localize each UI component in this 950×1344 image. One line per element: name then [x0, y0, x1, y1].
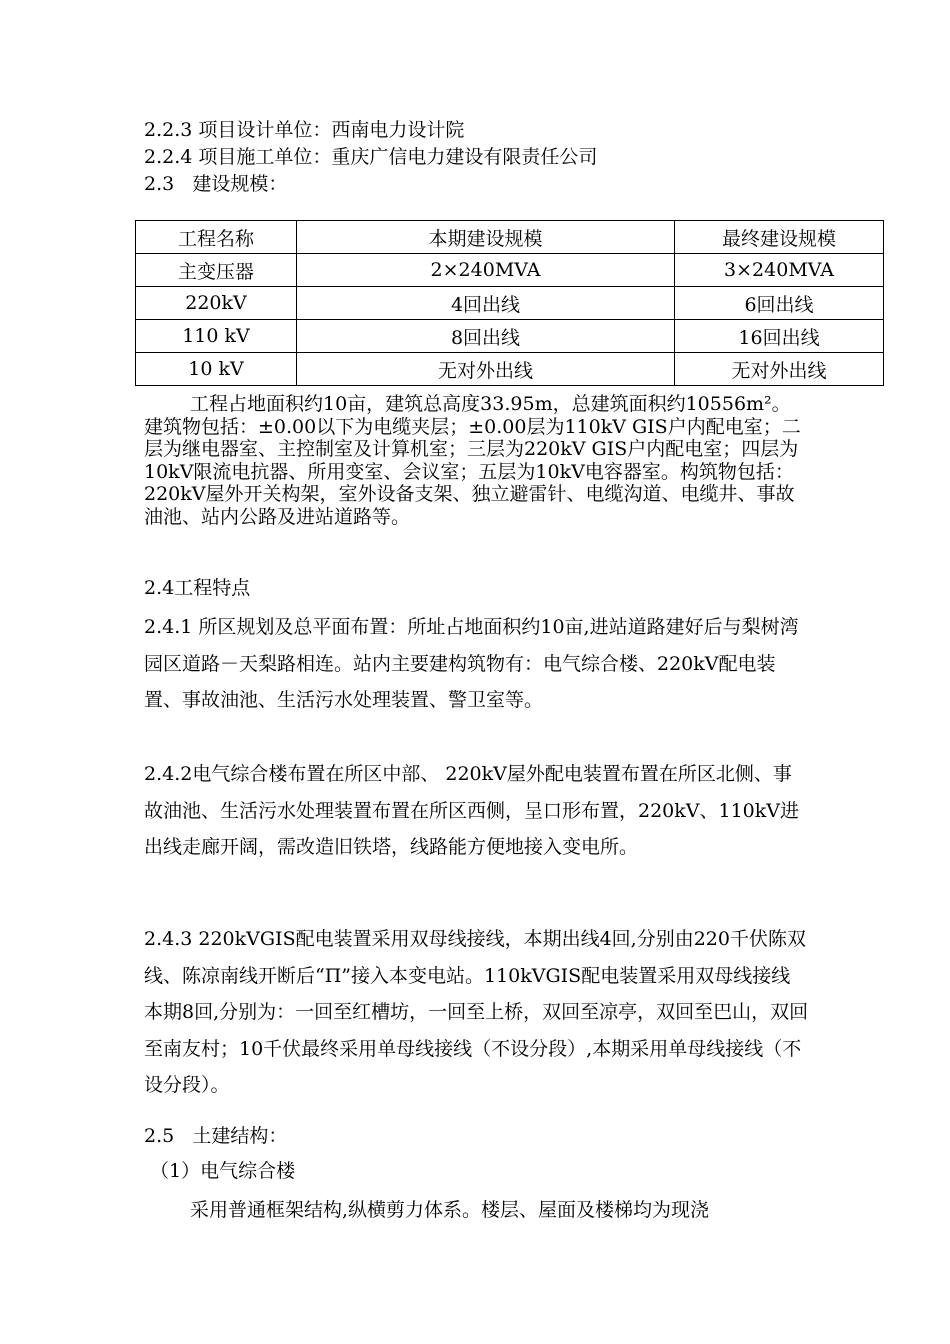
table-cell: 8回出线 — [297, 320, 675, 353]
table-cell: 2×240MVA — [297, 254, 675, 287]
civil-structure-heading: 2.5 土建结构： — [144, 1125, 288, 1147]
table-header-row — [136, 221, 884, 254]
table-cell: 主变压器 — [136, 254, 297, 287]
table-cell: 220kV — [136, 287, 297, 320]
table-cell: 110 kV — [136, 320, 297, 353]
table-row — [136, 254, 884, 287]
table-header-cell: 最终建设规模 — [675, 221, 884, 254]
table-row — [136, 353, 884, 386]
table-cell: 6回出线 — [675, 287, 884, 320]
table-cell: 无对外出线 — [297, 353, 675, 386]
table-cell: 无对外出线 — [675, 353, 884, 386]
table-row — [136, 320, 884, 353]
table-header-cell: 工程名称 — [136, 221, 297, 254]
paragraph-2-4-1: 2.4.1 所区规划及总平面布置：所址占地面积约10亩,进站道路建好后与梨树湾园区道路－天梨路相连。站内主要建构筑物有：电气综合楼、220kV配电装置、事故油池、生活污水处理装置、警卫室等。 — [144, 616, 799, 712]
area-description-paragraph: 工程占地面积约10亩，建筑总高度33.95m，总建筑面积约10556m²。建筑物包括：±0.00以下为电缆夹层；±0.00层为110kV GIS户内配电室；二层为继电器室、主控制室及计算机室；三层为220kV GIS户内配电室；四层为10kV限流电抗器、所用变室、会议室；五层为10kV电容器室。构筑物包括：220kV屋外开关构架，室外设备支架、独立避雷针、电缆沟道、电缆井、事故油池、站内公路及进站道路等。 — [144, 393, 801, 528]
table-cell: 10 kV — [136, 353, 297, 386]
scale-heading: 2.3 建设规模： — [144, 173, 288, 195]
design-unit-line: 2.2.3 项目设计单位：西南电力设计院 — [144, 119, 465, 141]
paragraph-2-4-2: 2.4.2电气综合楼布置在所区中部、 220kV屋外配电装置布置在所区北侧、事故油池、生活污水处理装置布置在所区西侧，呈口形布置，220kV、110kV进出线走廊开阔，需改造旧铁塔，线路能方便地接入变电所。 — [144, 763, 800, 859]
paragraph-2-4-3: 2.4.3 220kVGIS配电装置采用双母线接线，本期出线4回,分别由220千伏陈双线、陈凉南线开断后“Π”接入本变电站。110kVGIS配电装置采用双母线接线本期8回,分别为：一回至红槽坊，一回至上桥，双回至凉亭，双回至巴山，双回至南友村；10千伏最终采用单母线接线（不设分段）,本期采用单母线接线（不设分段）。 — [144, 928, 809, 1097]
table-cell: 3×240MVA — [675, 254, 884, 287]
table-cell: 4回出线 — [297, 287, 675, 320]
construction-scale-table — [135, 220, 884, 386]
building-structure-paragraph: 采用普通框架结构,纵横剪力体系。楼层、屋面及楼梯均为现浇 — [190, 1199, 710, 1221]
table-cell: 16回出线 — [675, 320, 884, 353]
building-heading: （1）电气综合楼 — [150, 1160, 296, 1182]
construction-unit-line: 2.2.4 项目施工单位：重庆广信电力建设有限责任公司 — [144, 146, 598, 168]
table-header-cell: 本期建设规模 — [297, 221, 675, 254]
table-row — [136, 287, 884, 320]
features-heading: 2.4工程特点 — [144, 577, 251, 599]
